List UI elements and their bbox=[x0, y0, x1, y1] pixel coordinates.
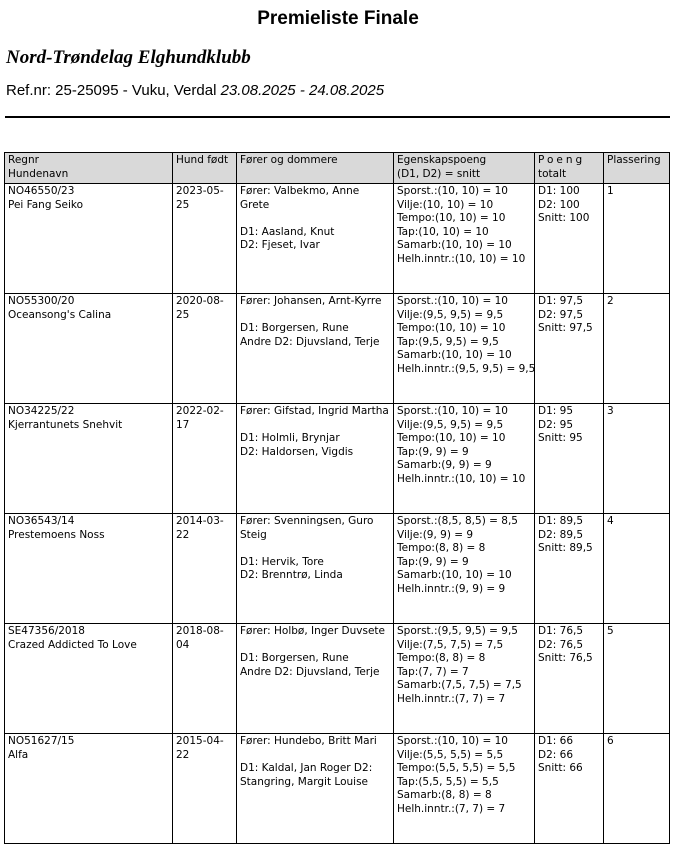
score-line: Tempo:(5,5, 5,5) = 5,5 bbox=[397, 762, 516, 774]
header-points-sub: totalt bbox=[538, 167, 567, 180]
birth-date: 2020-08-25 bbox=[173, 294, 237, 404]
score-line: Tap:(9, 9) = 9 bbox=[397, 555, 469, 568]
header-qualities-label: Egenskapspoeng bbox=[397, 154, 487, 166]
handler-name: Fører: Svenningsen, Guro Steig bbox=[240, 515, 374, 541]
page-title: Premieliste Finale bbox=[257, 8, 419, 29]
handler-cell bbox=[237, 404, 394, 514]
birth-date: 2018-08-04 bbox=[173, 624, 237, 734]
dog-cell bbox=[5, 514, 173, 624]
score-line: Tempo:(8, 8) = 8 bbox=[397, 542, 486, 554]
points-cell bbox=[535, 734, 604, 844]
points-line: D2: 95 bbox=[538, 418, 574, 431]
score-line: Helh.inntr.:(9, 9) = 9 bbox=[397, 582, 506, 595]
header-regnr bbox=[5, 153, 173, 184]
score-line: Sporst.:(10, 10) = 10 bbox=[397, 735, 508, 747]
header-qualities bbox=[394, 153, 535, 184]
scores-cell bbox=[394, 514, 535, 624]
spacer bbox=[240, 212, 390, 226]
score-line: Helh.inntr.:(10, 10) = 10 bbox=[397, 252, 526, 265]
scores-cell bbox=[394, 404, 535, 514]
score-line: Sporst.:(10, 10) = 10 bbox=[397, 185, 508, 197]
handler-cell bbox=[237, 184, 394, 294]
score-line: Vilje:(9, 9) = 9 bbox=[397, 528, 474, 541]
dog-name: Kjerrantunets Snehvit bbox=[8, 418, 123, 431]
points-line: Snitt: 97,5 bbox=[538, 322, 593, 334]
dog-regnr: NO36543/14 bbox=[8, 515, 75, 527]
reference-line bbox=[6, 82, 384, 99]
judge-line: D2: Haldorsen, Vigdis bbox=[240, 445, 354, 458]
score-line: Samarb:(10, 10) = 10 bbox=[397, 239, 512, 251]
score-line: Helh.inntr.:(7, 7) = 7 bbox=[397, 692, 506, 705]
table-row bbox=[5, 514, 670, 624]
handler-cell bbox=[237, 624, 394, 734]
placement: 3 bbox=[604, 404, 670, 514]
points-line: D2: 76,5 bbox=[538, 638, 584, 651]
points-line: D1: 89,5 bbox=[538, 515, 584, 527]
judge-line: D2: Fjeset, Ivar bbox=[240, 239, 320, 251]
judge-line: D1: Kaldal, Jan Roger D2: Stangring, Margit Louise bbox=[240, 762, 373, 788]
table-row bbox=[5, 294, 670, 404]
points-line: Snitt: 89,5 bbox=[538, 542, 593, 554]
points-line: D1: 95 bbox=[538, 405, 574, 417]
points-line: D1: 66 bbox=[538, 735, 574, 747]
points-cell bbox=[535, 404, 604, 514]
points-line: D1: 100 bbox=[538, 185, 580, 197]
header-handler: Fører og dommere bbox=[237, 153, 394, 184]
points-line: D2: 66 bbox=[538, 748, 574, 761]
spacer bbox=[240, 309, 390, 323]
handler-cell bbox=[237, 294, 394, 404]
handler-name: Fører: Gifstad, Ingrid Martha bbox=[240, 405, 389, 417]
reference-prefix: Ref.nr: 25-25095 - Vuku, Verdal bbox=[6, 82, 221, 99]
score-line: Sporst.:(8,5, 8,5) = 8,5 bbox=[397, 515, 518, 527]
scores-cell bbox=[394, 294, 535, 404]
header-born: Hund født bbox=[173, 153, 237, 184]
points-cell bbox=[535, 294, 604, 404]
score-line: Tempo:(8, 8) = 8 bbox=[397, 652, 486, 664]
header-points bbox=[535, 153, 604, 184]
dog-cell bbox=[5, 624, 173, 734]
spacer bbox=[240, 542, 390, 556]
dog-regnr: SE47356/2018 bbox=[8, 625, 85, 637]
score-line: Tempo:(10, 10) = 10 bbox=[397, 212, 506, 224]
results-table bbox=[4, 152, 670, 844]
dog-name: Oceansong's Calina bbox=[8, 308, 112, 321]
score-line: Samarb:(10, 10) = 10 bbox=[397, 569, 512, 581]
handler-cell bbox=[237, 734, 394, 844]
dog-name: Crazed Addicted To Love bbox=[8, 638, 137, 651]
judge-line: D2: Brenntrø, Linda bbox=[240, 569, 343, 581]
scores-cell bbox=[394, 624, 535, 734]
scores-cell bbox=[394, 184, 535, 294]
club-name: Nord-Trøndelag Elghundklubb bbox=[6, 47, 251, 68]
points-line: D1: 97,5 bbox=[538, 295, 584, 307]
placement: 2 bbox=[604, 294, 670, 404]
table-row bbox=[5, 184, 670, 294]
dog-regnr: NO46550/23 bbox=[8, 185, 75, 197]
birth-date: 2014-03-22 bbox=[173, 514, 237, 624]
table-row bbox=[5, 734, 670, 844]
table-row bbox=[5, 624, 670, 734]
spacer bbox=[240, 749, 390, 763]
dog-regnr: NO55300/20 bbox=[8, 295, 75, 307]
handler-name: Fører: Valbekmo, Anne Grete bbox=[240, 185, 360, 211]
score-line: Helh.inntr.:(10, 10) = 10 bbox=[397, 472, 526, 485]
points-line: D1: 76,5 bbox=[538, 625, 584, 637]
dog-name: Pei Fang Seiko bbox=[8, 198, 84, 211]
score-line: Vilje:(7,5, 7,5) = 7,5 bbox=[397, 638, 504, 651]
score-line: Samarb:(10, 10) = 10 bbox=[397, 349, 512, 361]
score-line: Tempo:(10, 10) = 10 bbox=[397, 322, 506, 334]
dog-cell bbox=[5, 404, 173, 514]
judge-line: D1: Borgersen, Rune bbox=[240, 322, 349, 334]
judge-line: D1: Aasland, Knut bbox=[240, 225, 335, 238]
score-line: Samarb:(9, 9) = 9 bbox=[397, 459, 492, 471]
header-regnr-label: Regnr bbox=[8, 154, 39, 166]
handler-cell bbox=[237, 514, 394, 624]
score-line: Tap:(9, 9) = 9 bbox=[397, 445, 469, 458]
dog-name: Prestemoens Noss bbox=[8, 528, 105, 541]
points-cell bbox=[535, 514, 604, 624]
score-line: Vilje:(5,5, 5,5) = 5,5 bbox=[397, 748, 504, 761]
judge-line: D1: Borgersen, Rune bbox=[240, 652, 349, 664]
dog-cell bbox=[5, 734, 173, 844]
score-line: Vilje:(9,5, 9,5) = 9,5 bbox=[397, 418, 504, 431]
judge-line: D1: Holmli, Brynjar bbox=[240, 432, 340, 444]
judge-line: Andre D2: Djuvsland, Terje bbox=[240, 665, 380, 678]
header-qualities-sub: (D1, D2) = snitt bbox=[397, 167, 481, 180]
judge-line: D1: Hervik, Tore bbox=[240, 555, 324, 568]
score-line: Tap:(9,5, 9,5) = 9,5 bbox=[397, 335, 499, 348]
handler-name: Fører: Holbø, Inger Duvsete bbox=[240, 625, 386, 637]
points-line: D2: 97,5 bbox=[538, 308, 584, 321]
points-line: D2: 100 bbox=[538, 198, 580, 211]
table-row bbox=[5, 404, 670, 514]
placement: 4 bbox=[604, 514, 670, 624]
points-cell bbox=[535, 184, 604, 294]
header-points-label: Poeng bbox=[538, 154, 586, 166]
points-line: Snitt: 76,5 bbox=[538, 652, 593, 664]
score-line: Helh.inntr.:(7, 7) = 7 bbox=[397, 802, 506, 815]
score-line: Sporst.:(10, 10) = 10 bbox=[397, 295, 508, 307]
score-line: Samarb:(7,5, 7,5) = 7,5 bbox=[397, 679, 522, 691]
placement: 6 bbox=[604, 734, 670, 844]
header-name-label: Hundenavn bbox=[8, 167, 69, 180]
header-placement: Plassering bbox=[604, 153, 670, 184]
birth-date: 2015-04-22 bbox=[173, 734, 237, 844]
placement: 5 bbox=[604, 624, 670, 734]
points-line: Snitt: 95 bbox=[538, 432, 583, 444]
score-line: Tap:(5,5, 5,5) = 5,5 bbox=[397, 775, 499, 788]
points-line: D2: 89,5 bbox=[538, 528, 584, 541]
handler-name: Fører: Hundebo, Britt Mari bbox=[240, 735, 377, 747]
score-line: Sporst.:(9,5, 9,5) = 9,5 bbox=[397, 625, 518, 637]
points-line: Snitt: 100 bbox=[538, 212, 590, 224]
placement: 1 bbox=[604, 184, 670, 294]
handler-name: Fører: Johansen, Arnt-Kyrre bbox=[240, 295, 382, 307]
score-line: Tap:(7, 7) = 7 bbox=[397, 665, 469, 678]
birth-date: 2022-02-17 bbox=[173, 404, 237, 514]
spacer bbox=[240, 639, 390, 653]
score-line: Vilje:(9,5, 9,5) = 9,5 bbox=[397, 308, 504, 321]
score-line: Tempo:(10, 10) = 10 bbox=[397, 432, 506, 444]
judge-line: Andre D2: Djuvsland, Terje bbox=[240, 335, 380, 348]
event-dates: 23.08.2025 - 24.08.2025 bbox=[220, 82, 385, 99]
spacer bbox=[240, 419, 390, 433]
dog-regnr: NO34225/22 bbox=[8, 405, 75, 417]
points-line: Snitt: 66 bbox=[538, 762, 583, 774]
score-line: Samarb:(8, 8) = 8 bbox=[397, 789, 492, 801]
dog-cell bbox=[5, 184, 173, 294]
dog-name: Alfa bbox=[8, 748, 29, 761]
birth-date: 2023-05-25 bbox=[173, 184, 237, 294]
dog-regnr: NO51627/15 bbox=[8, 735, 75, 747]
dog-cell bbox=[5, 294, 173, 404]
score-line: Helh.inntr.:(9,5, 9,5) = 9,5 bbox=[397, 362, 536, 375]
score-line: Sporst.:(10, 10) = 10 bbox=[397, 405, 508, 417]
score-line: Vilje:(10, 10) = 10 bbox=[397, 198, 494, 211]
header-divider bbox=[5, 116, 670, 118]
points-cell bbox=[535, 624, 604, 734]
score-line: Tap:(10, 10) = 10 bbox=[397, 225, 489, 238]
scores-cell bbox=[394, 734, 535, 844]
table-header-row bbox=[5, 153, 670, 184]
